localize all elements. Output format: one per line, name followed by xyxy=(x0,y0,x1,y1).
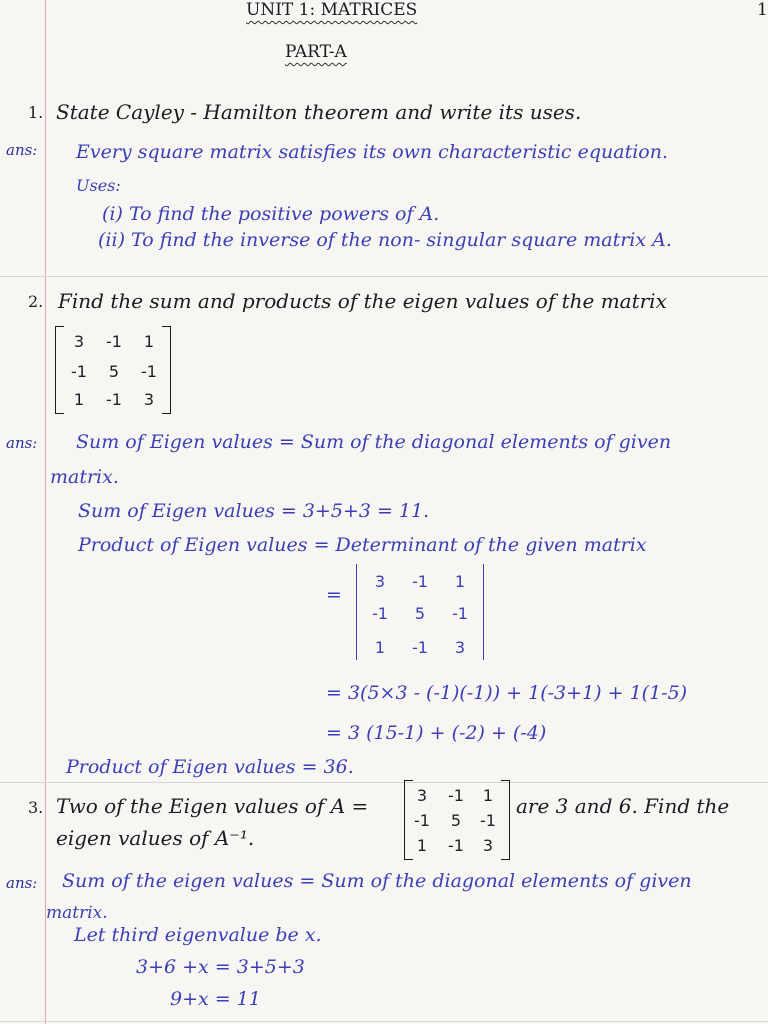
matrix-cell: 1 xyxy=(482,786,494,805)
answer-line: = 3 (15-1) + (-2) + (-4) xyxy=(326,722,547,744)
question-text: eigen values of A⁻¹. xyxy=(56,826,255,850)
matrix-cell: -1 xyxy=(141,362,157,381)
separator-line xyxy=(0,1021,768,1022)
answer-line: 3+6 +x = 3+5+3 xyxy=(136,956,305,978)
page-number: 1 xyxy=(757,0,768,20)
question-text: are 3 and 6. Find the xyxy=(516,794,730,818)
matrix-cell: 3 xyxy=(482,836,494,855)
answer-line: Sum of the eigen values = Sum of the diagonal elements of given xyxy=(62,870,692,892)
use-item: (i) To find the positive powers of A. xyxy=(102,203,440,225)
answer-line: Sum of Eigen values = Sum of the diagonal elements of given xyxy=(76,431,672,453)
question-number: 3. xyxy=(28,798,44,817)
question-text: State Cayley - Hamilton theorem and write its uses. xyxy=(56,100,582,124)
answer-label: ans: xyxy=(6,434,38,452)
answer-label: ans: xyxy=(6,141,38,159)
matrix-cell: -1 xyxy=(448,836,464,855)
determinant-matrix xyxy=(356,564,484,660)
answer-line: matrix. xyxy=(46,903,108,923)
matrix-cell: 1 xyxy=(454,572,466,591)
part-title: PART-A xyxy=(285,42,347,62)
question-matrix xyxy=(55,326,171,414)
question-text: Two of the Eigen values of A = xyxy=(56,794,369,818)
matrix-cell: 1 xyxy=(374,638,386,657)
uses-label: Uses: xyxy=(76,176,121,195)
matrix-cell: -1 xyxy=(106,390,122,409)
matrix-cell: 1 xyxy=(416,836,428,855)
matrix-cell: 3 xyxy=(374,572,386,591)
determinant-bar xyxy=(483,564,484,660)
matrix-cell: 5 xyxy=(450,811,462,830)
margin-line xyxy=(45,0,46,1024)
matrix-cell: -1 xyxy=(71,362,87,381)
matrix-cell: 3 xyxy=(73,332,85,351)
determinant-bar xyxy=(356,564,357,660)
answer-line: Every square matrix satisfies its own characteristic equation. xyxy=(76,141,669,163)
matrix-cell: 1 xyxy=(73,390,85,409)
matrix-cell: -1 xyxy=(106,332,122,351)
matrix-cell: -1 xyxy=(414,811,430,830)
question-number: 1. xyxy=(28,103,44,122)
question-number: 2. xyxy=(28,292,44,311)
matrix-cell: 5 xyxy=(108,362,120,381)
matrix-cell: -1 xyxy=(412,572,428,591)
answer-line: Product of Eigen values = Determinant of the given matrix xyxy=(78,534,647,556)
question-text: Find the sum and products of the eigen values of the matrix xyxy=(58,289,667,313)
equals-sign: = xyxy=(326,584,342,606)
unit-title: UNIT 1: MATRICES xyxy=(246,0,418,20)
use-item: (ii) To find the inverse of the non- singular square matrix A. xyxy=(98,229,672,251)
separator-line xyxy=(0,276,768,277)
matrix-cell: 3 xyxy=(416,786,428,805)
matrix-cell: -1 xyxy=(448,786,464,805)
matrix-cell: -1 xyxy=(372,604,388,623)
matrix-cell: 5 xyxy=(414,604,426,623)
matrix-cell: -1 xyxy=(412,638,428,657)
matrix-cell: 3 xyxy=(454,638,466,657)
answer-line: matrix. xyxy=(50,466,119,488)
separator-line xyxy=(0,782,768,783)
matrix-cell: -1 xyxy=(480,811,496,830)
answer-line: Product of Eigen values = 36. xyxy=(66,756,354,778)
answer-label: ans: xyxy=(6,874,38,892)
matrix-cell: 1 xyxy=(143,332,155,351)
answer-line: = 3(5×3 - (-1)(-1)) + 1(-3+1) + 1(1-5) xyxy=(326,682,688,704)
answer-line: Sum of Eigen values = 3+5+3 = 11. xyxy=(78,500,430,522)
answer-line: 9+x = 11 xyxy=(170,988,261,1010)
matrix-cell: 3 xyxy=(143,390,155,409)
question-matrix xyxy=(404,780,510,860)
matrix-cell: -1 xyxy=(452,604,468,623)
answer-line: Let third eigenvalue be x. xyxy=(74,924,322,946)
